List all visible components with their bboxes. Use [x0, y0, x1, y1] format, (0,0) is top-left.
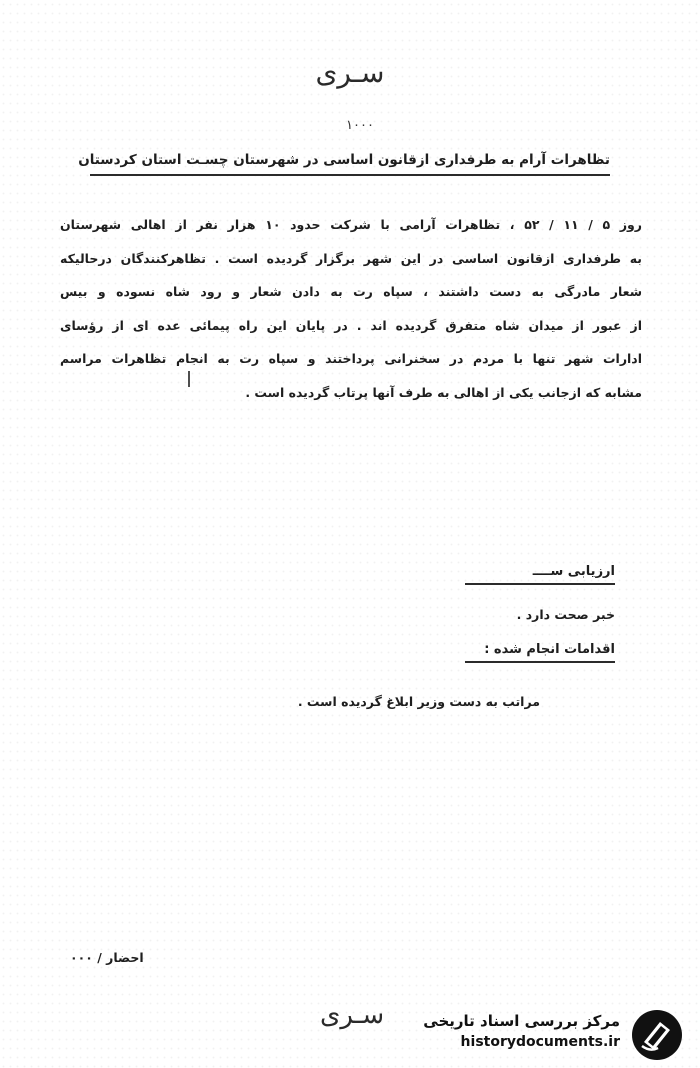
classification-stamp-bottom: سـرى: [320, 1000, 385, 1030]
body-line: به طرفداری ازقانون اساسی در این شهر برگزار گرديده است . تظاهرکنندگان درحاليكه: [60, 250, 642, 266]
watermark: [420, 1006, 690, 1062]
body-line: از عبور از میدان شاه متفرق گرديده اند . در پايان اين راه پيمائی عده ای از رؤسای: [60, 317, 642, 333]
archive-logo-icon: [630, 1008, 684, 1062]
actions-text: مراتب به دست وزیر ابلاغ گرديده است .: [297, 694, 540, 709]
assessment-section: [250, 564, 615, 663]
assessment-heading: ارزيابی ســــ: [465, 564, 615, 585]
document-subject: تظاهرات آرام به طرفداری ازقانون اساسی در شهرستان چسـت استان کردستان: [90, 152, 610, 176]
assessment-text: خبر صحت دارد .: [516, 607, 615, 622]
body-line: مشابه که ازجانب يکی از اهالی به طرف آنها پرتاب گرديده است .: [245, 384, 642, 400]
body-line: شعار مادرگی به دست داشتند ، سپاه رت به دادن شعار و رود شاه نسوده و بيس: [60, 284, 642, 299]
watermark-url: historydocuments.ir: [460, 1034, 620, 1050]
body-line: روز ۵ / ۱۱ / ۵۲ ، تظاهرات آرامی با شرکت حدود ۱۰ هزار نفر از اهالی شهرستان: [60, 217, 642, 232]
document-body: [60, 208, 642, 409]
pen-mark-icon: [186, 370, 192, 390]
actions-heading: اقدامات انجام شده :: [465, 642, 615, 663]
document-number: ۱۰۰۰: [346, 118, 374, 133]
archive-label: احضار / ۰۰۰: [70, 950, 144, 965]
watermark-org-name: مرکز بررسی اسناد تاریخی: [423, 1012, 620, 1030]
classification-stamp-top: سـرى: [315, 56, 385, 89]
body-line: ادارات شهر تنها با مردم در سخنرانی پرداختند و سپاه رت به انجام تظاهرات مراسم: [60, 351, 642, 366]
